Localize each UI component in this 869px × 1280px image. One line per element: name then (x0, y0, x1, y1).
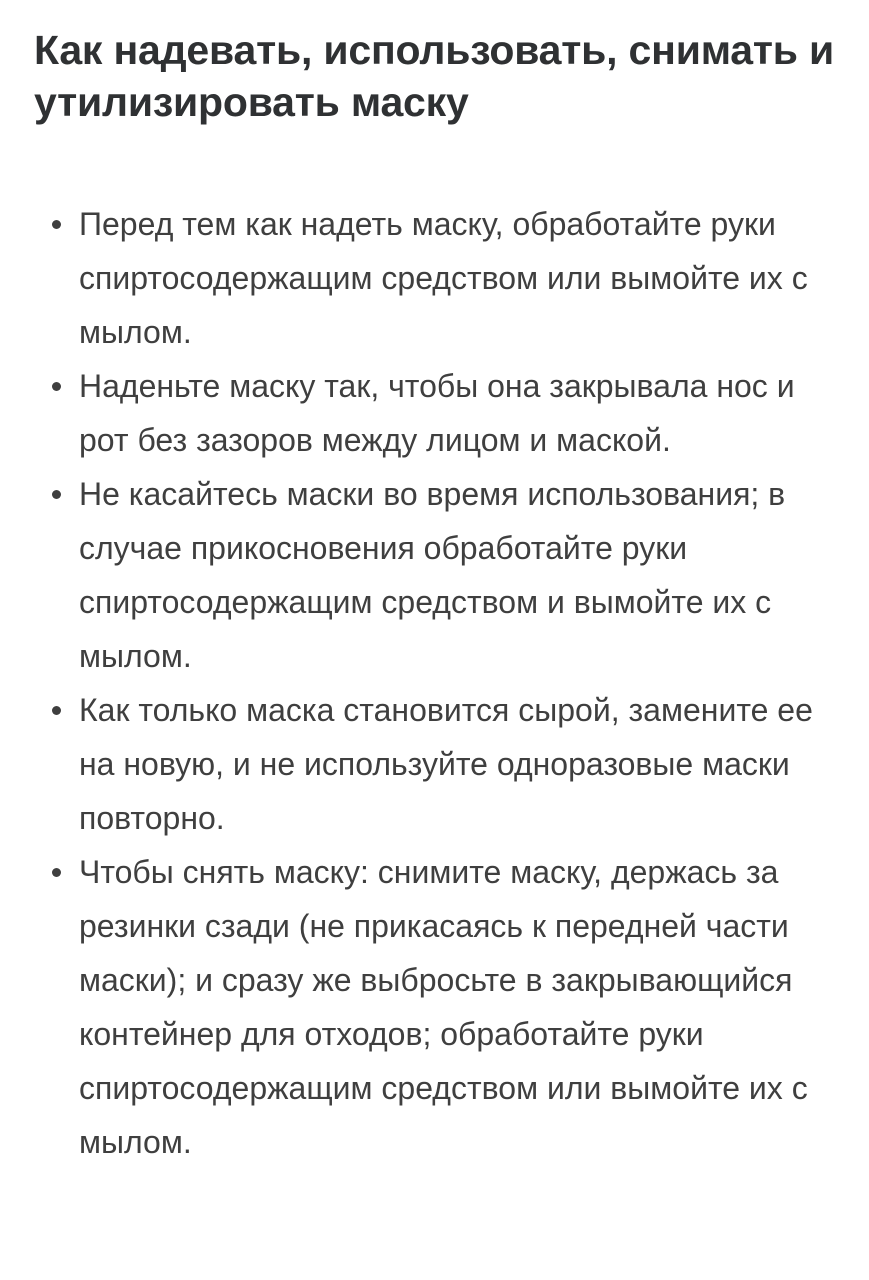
bullet-icon (52, 490, 61, 499)
list-item-replace-when-damp (0, 683, 869, 845)
bullet-icon (52, 382, 61, 391)
list-item-text: Как только маска становится сырой, замените ее на новую, и не используйте одноразовые маски повторно. (79, 692, 813, 836)
page-title: Как надевать, использовать, снимать и утилизировать маску (34, 27, 834, 125)
bullet-icon (52, 868, 61, 877)
bullet-icon (52, 220, 61, 229)
list-item-text: Наденьте маску так, чтобы она закрывала нос и рот без зазоров между лицом и маской. (79, 368, 795, 458)
list-item-put-on-preparation (0, 197, 869, 359)
list-item-text: Чтобы снять маску: снимите маску, держась за резинки сзади (не прикасаясь к передней части маски); и сразу же выбросьте в закрывающийся контейнер для отходов; обработайте руки спиртосодержащим средством или вымойте их с мылом. (79, 854, 808, 1160)
list-item-remove-and-dispose (0, 845, 869, 1169)
list-item-text: Перед тем как надеть маску, обработайте руки спиртосодержащим средством или вымойте их с мылом. (79, 206, 808, 350)
list-item-do-not-touch (0, 467, 869, 683)
bullet-icon (52, 706, 61, 715)
list-item-put-on-fit (0, 359, 869, 467)
list-item-text: Не касайтесь маски во время использования; в случае прикосновения обработайте руки спиртосодержащим средством и вымойте их с мылом. (79, 476, 786, 674)
instructions-list (0, 197, 869, 1169)
